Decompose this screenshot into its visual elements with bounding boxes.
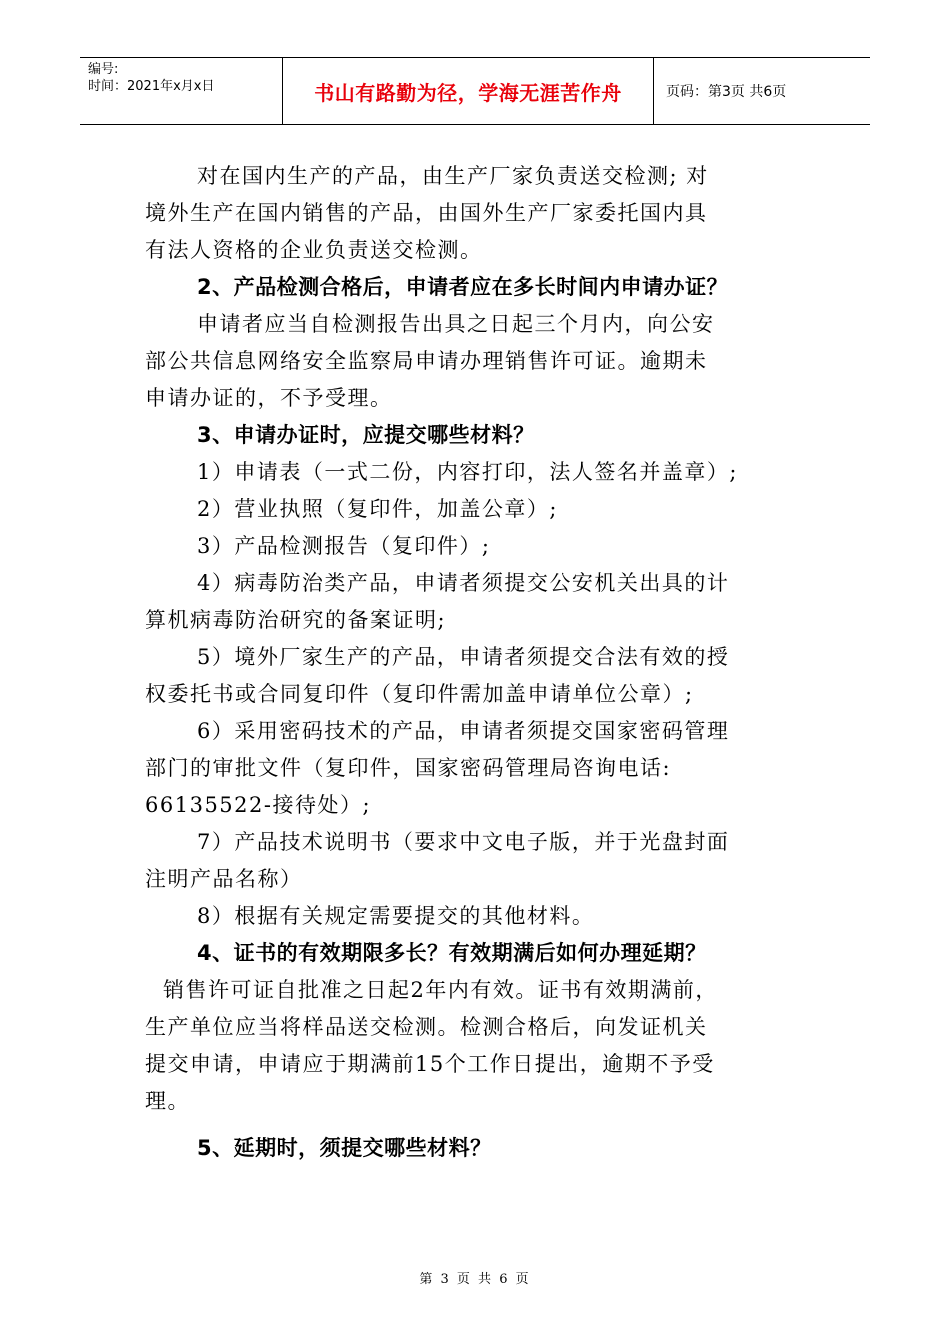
question-5-heading: 5、延期时，须提交哪些材料？: [197, 1136, 492, 1160]
list-item-4-line-1: 4）病毒防治类产品，申请者须提交公安机关出具的计: [197, 571, 730, 595]
number-label: 编号:: [88, 62, 119, 77]
question-4-heading: 4、证书的有效期限多长？有效期满后如何办理延期？: [197, 941, 707, 965]
question-3-heading: 3、申请办证时，应提交哪些材料？: [197, 423, 535, 447]
para-1-line-1: 对在国内生产的产品，由生产厂家负责送交检测; 对: [197, 164, 709, 188]
header-page-label: 页码：第3页 共6页: [666, 84, 787, 100]
list-item-6-line-1: 6）采用密码技术的产品，申请者须提交国家密码管理: [197, 719, 730, 743]
para-1-line-3: 有法人资格的企业负责送交检测。: [145, 238, 483, 262]
list-item-8: 8）根据有关规定需要提交的其他材料。: [197, 904, 595, 928]
para-1-line-2: 境外生产在国内销售的产品，由国外生产厂家委托国内具: [145, 201, 708, 225]
list-item-2: 2）营业执照（复印件，加盖公章）;: [197, 497, 558, 521]
answer-4-line-1: 销售许可证自批准之日起2年内有效。证书有效期满前，: [163, 978, 718, 1002]
list-item-7-line-2: 注明产品名称）: [145, 867, 303, 891]
list-item-5-line-2: 权委托书或合同复印件（复印件需加盖申请单位公章）;: [145, 682, 694, 706]
list-item-5-line-1: 5）境外厂家生产的产品，申请者须提交合法有效的授: [197, 645, 730, 669]
answer-2-line-1: 申请者应当自检测报告出具之日起三个月内，向公安: [197, 312, 715, 336]
page-header: [80, 57, 870, 125]
list-item-7-line-1: 7）产品技术说明书（要求中文电子版，并于光盘封面: [197, 830, 730, 854]
question-2-heading: 2、产品检测合格后，申请者应在多长时间内申请办证？: [197, 275, 729, 299]
list-item-6-line-2: 部门的审批文件（复印件，国家密码管理局咨询电话:: [145, 756, 672, 780]
header-motto: 书山有路勤为径，学海无涯苦作舟: [282, 58, 654, 124]
list-item-6-line-3: 66135522-接待处）;: [145, 793, 372, 817]
answer-4-line-2: 生产单位应当将样品送交检测。检测合格后，向发证机关: [145, 1015, 708, 1039]
list-item-4-line-2: 算机病毒防治研究的备案证明;: [145, 608, 447, 632]
answer-4-line-4: 理。: [145, 1089, 190, 1113]
answer-4-line-3: 提交申请，申请应于期满前15个工作日提出，逾期不予受: [145, 1052, 715, 1076]
answer-2-line-2: 部公共信息网络安全监察局申请办理销售许可证。逾期未: [145, 349, 708, 373]
date-label: 时间：2021年x月x日: [88, 79, 215, 94]
page-footer-number: 第 3 页 共 6 页: [419, 1272, 531, 1287]
list-item-3: 3）产品检测报告（复印件）;: [197, 534, 491, 558]
list-item-1: 1）申请表（一式二份，内容打印，法人签名并盖章）;: [197, 460, 738, 484]
document-body: [145, 158, 810, 1167]
header-meta: [80, 58, 282, 124]
answer-2-line-3: 申请办证的，不予受理。: [145, 386, 393, 410]
